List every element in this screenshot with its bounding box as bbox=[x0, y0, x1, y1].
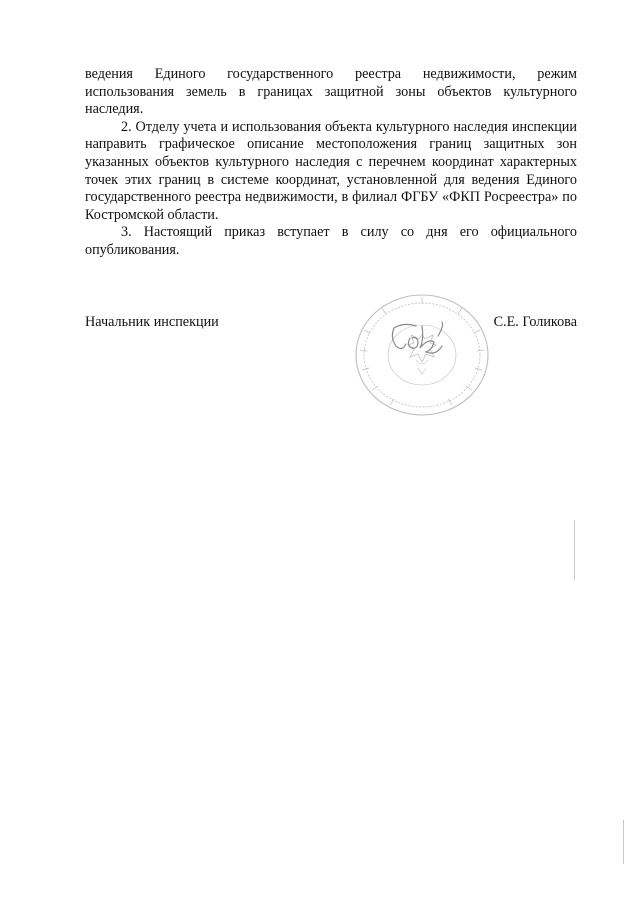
document-body bbox=[85, 66, 577, 260]
signatory-position: Начальник инспекции bbox=[85, 314, 219, 330]
paragraph-item-3: 3. Настоящий приказ вступает в силу со дня его официального опубликования. bbox=[85, 224, 577, 258]
official-seal-stamp bbox=[352, 290, 492, 420]
scan-artifact-line bbox=[574, 520, 575, 580]
paragraph-continuation: ведения Единого государственного реестра недвижимости, режим использования земель в границах защитной зоны объектов культурного наследия. bbox=[85, 66, 577, 118]
signatory-name: С.Е. Голикова bbox=[493, 314, 577, 330]
paragraph-item-2: 2. Отделу учета и использования объекта культурного наследия инспекции направить графическое описание местоположения границ защитных зон указанных объектов культурного наследия с перечнем координат характерных точек этих границ в системе координат, установленной для ведения Единого государственного реестра недвижимости, в филиал ФГБУ «ФКП Росреестра» по Костромской области. bbox=[85, 118, 577, 223]
scan-artifact-line bbox=[623, 820, 624, 864]
signature-block bbox=[85, 312, 577, 332]
